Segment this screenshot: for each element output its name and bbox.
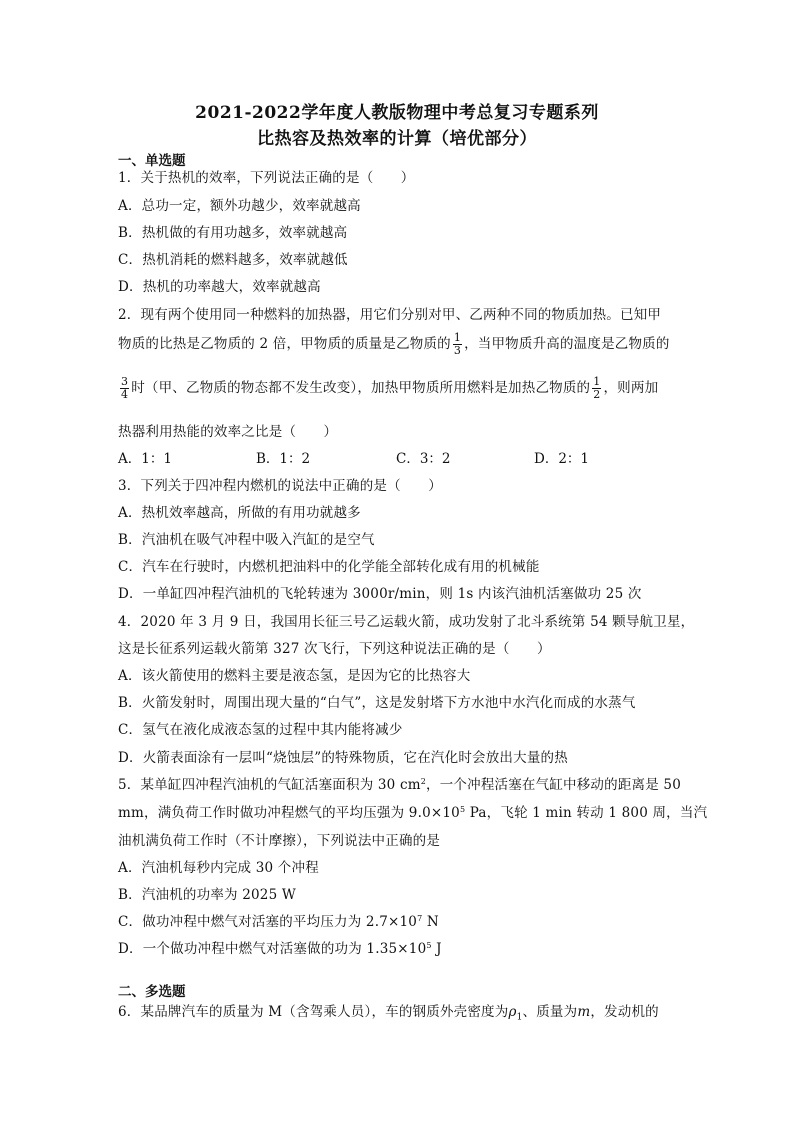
question-5-text: Pa，飞轮 1 min 转动 1 800 周，当汽	[465, 805, 708, 821]
option-text: J	[431, 941, 442, 957]
question-2-text: 物质的比热是乙物质的 2 倍，甲物质的质量是乙物质的	[118, 336, 451, 352]
question-6-text: 、质量为	[522, 1004, 578, 1020]
question-2-option-b: B．1：2	[256, 451, 311, 467]
question-2-option-a: A．1：1	[118, 451, 172, 467]
question-6-line-1	[118, 1000, 659, 1023]
question-4-option-b: B．火箭发射时，周围出现大量的“白气”，这是发射塔下方水池中水汽化而成的水蒸气	[118, 695, 636, 711]
option-text: N	[422, 914, 439, 930]
question-1-option-b: B．热机做的有用功越多，效率就越高	[118, 225, 348, 241]
fraction-denominator: 4	[121, 388, 129, 401]
question-2-option-c: C．3：2	[396, 451, 451, 467]
fraction-numerator: 3	[121, 375, 129, 388]
fraction-one-third	[453, 332, 462, 357]
superscript: 2	[420, 777, 427, 786]
question-2-line-1: 2．现有两个使用同一种燃料的加热器，用它们分别对甲、乙两种不同的物质加热。已知甲	[118, 307, 662, 323]
question-5-option-c	[118, 910, 439, 930]
section-heading-single-choice: 一、单选题	[118, 153, 186, 169]
question-3-option-c: C．汽车在行驶时，内燃机把油料中的化学能全部转化成有用的机械能	[118, 559, 540, 575]
document-title: 2021-2022学年度人教版物理中考总复习专题系列	[195, 103, 599, 123]
mass-symbol: m	[577, 1004, 591, 1020]
question-2-option-d: D．2：1	[534, 451, 590, 467]
question-6-text: 6．某品牌汽车的质量为 M（含驾乘人员），车的钢质外壳密度为	[118, 1004, 509, 1020]
question-5-line-1	[118, 773, 681, 793]
fraction-one-half	[592, 376, 601, 401]
option-text: C．做功冲程中燃气对活塞的平均压力为 2.7×10	[118, 914, 418, 930]
question-5-text: 5．某单缸四冲程汽油机的气缸活塞面积为 30 cm	[118, 777, 421, 793]
question-2-line-3	[118, 376, 658, 401]
superscript: 5	[426, 941, 432, 950]
question-4-option-a: A．该火箭使用的燃料主要是液态氢，是因为它的比热容大	[118, 668, 471, 684]
question-1-option-d: D．热机的功率越大，效率就越高	[118, 279, 321, 295]
question-3-stem: 3．下列关于四冲程内燃机的说法中正确的是（ ）	[118, 478, 442, 494]
question-5-text: mm，满负荷工作时做功冲程燃气的平均压强为 9.0×10	[118, 805, 460, 821]
question-1-stem: 1．关于热机的效率，下列说法正确的是（ ）	[118, 170, 415, 186]
question-5-option-b: B．汽油机的功率为 2025 W	[118, 887, 296, 903]
option-text: D．一个做功冲程中燃气对活塞做的功为 1.35×10	[118, 941, 427, 957]
question-2-text: 时（甲、乙物质的物态都不发生改变），加热甲物质所用燃料是加热乙物质的	[131, 380, 591, 396]
question-5-line-2	[118, 801, 707, 821]
question-3-option-d: D．一单缸四冲程汽油机的飞轮转速为 3000r/min，则 1s 内该汽油机活塞做功 25 次	[118, 586, 642, 602]
question-5-text: ，一个冲程活塞在气缸中移动的距离是 50	[426, 777, 681, 793]
question-4-option-c: C．氢气在液化成液态氢的过程中其内能将减少	[118, 722, 403, 738]
question-3-option-b: B．汽油机在吸气冲程中吸入汽缸的是空气	[118, 532, 375, 548]
subscript: 1	[516, 1012, 523, 1023]
superscript: 5	[459, 805, 466, 814]
fraction-numerator: 1	[593, 375, 601, 388]
question-2-line-4: 热器利用热能的效率之比是（ ）	[118, 424, 338, 440]
question-2-line-2	[118, 332, 670, 357]
question-4-option-d: D．火箭表面涂有一层叫“烧蚀层”的特殊物质，它在汽化时会放出大量的热	[118, 750, 568, 766]
document-subtitle: 比热容及热效率的计算（培优部分）	[257, 129, 537, 149]
fraction-numerator: 1	[453, 331, 462, 344]
superscript: 7	[417, 914, 423, 923]
fraction-three-quarters	[120, 376, 129, 401]
fraction-denominator: 2	[593, 388, 601, 401]
question-2-text: ，则两加	[603, 380, 659, 396]
question-1-option-c: C．热机消耗的燃料越多，效率就越低	[118, 252, 348, 268]
question-5-line-3: 油机满负荷工作时（不计摩擦），下列说法中正确的是	[118, 833, 441, 849]
question-4-line-2: 这是长征系列运载火箭第 327 次飞行，下列这种说法正确的是（ ）	[118, 641, 551, 657]
question-1-option-a: A．总功一定，额外功越少，效率就越高	[118, 198, 361, 214]
rho-symbol: ρ	[508, 1004, 517, 1020]
question-4-line-1: 4．2020 年 3 月 9 日，我国用长征三号乙运载火箭，成功发射了北斗系统第 54 颗导航卫星，	[118, 614, 695, 630]
question-3-option-a: A．热机效率越高，所做的有用功就越多	[118, 505, 361, 521]
question-5-option-a: A．汽油机每秒内完成 30 个冲程	[118, 860, 319, 876]
question-2-text: ，当甲物质升高的温度是乙物质的	[464, 336, 670, 352]
section-heading-multiple-choice: 二、多选题	[118, 984, 186, 1000]
question-6-text: ，发动机的	[590, 1004, 659, 1020]
question-5-option-d	[118, 937, 442, 957]
fraction-denominator: 3	[453, 344, 462, 357]
